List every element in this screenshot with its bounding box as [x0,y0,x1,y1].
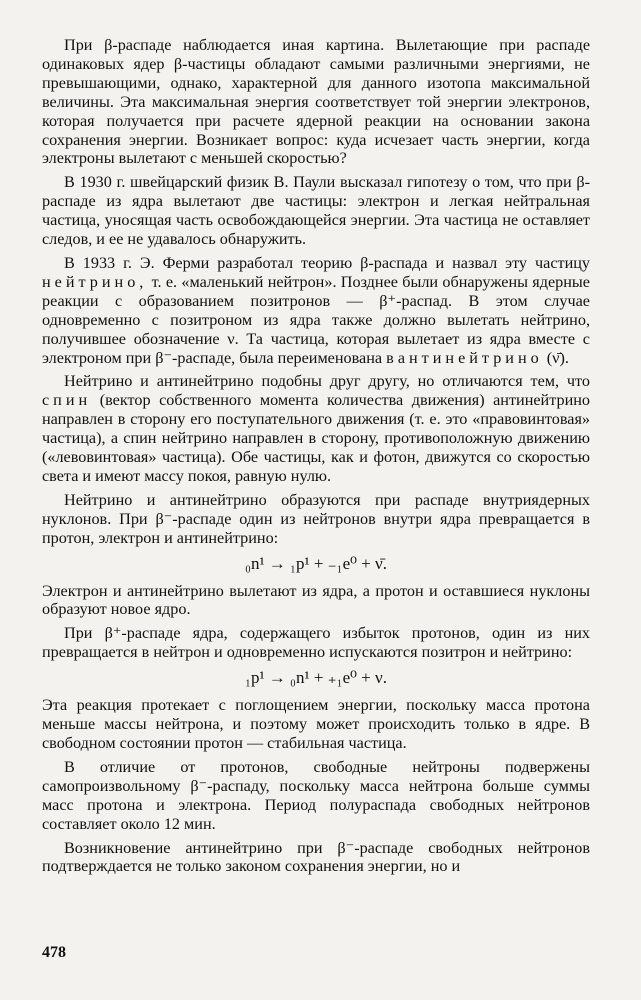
paragraph-5: Нейтрино и антинейтрино образуются при распаде внутриядерных нуклонов. При β⁻-распаде один из нейтронов внутри ядра превращается в протон, электрон и антинейтрино: [42,490,590,547]
paragraph-3 [42,254,590,367]
paragraph-10: Возникновение антинейтрино при β⁻-распаде свободных нейтронов подтверждается не только законом сохранения энергии, но и [42,838,590,876]
paragraph-6: Электрон и антинейтрино вылетают из ядра, а протон и оставшиеся нуклоны образуют новое ядро. [42,581,590,619]
paragraph-4-text-b: (вектор собственного момента количества движения) антинейтрино направлен в сторону его поступательного движения (т. е. это «правовинтовая» частица), а спин нейтрино направлен в сторону, противоположную движению («левовинтовая» частица). Обе частицы, как и фотон, движутся со скоростью света и имеют массу покоя, равную нулю. [42,391,590,485]
paragraph-3-text-a: В 1933 г. Э. Ферми разработал теорию β-распада и назвал эту частицу [64,253,590,272]
term-neutrino: нейтрино, [42,272,148,291]
term-spin: спин [42,391,92,410]
paragraph-3-text-b: т. е. «маленький нейтрон». Позднее были обнаружены ядерные реакции с образованием позитронов — β⁺-распад. В этом случае одновременно с позитроном из ядра также должно вылетать нейтрино, получившее обозначение ν. Та частица, которая вылетает из ядра вместе с электроном при β⁻-распаде, была переименована в [42,272,590,367]
term-antineutrino: антинейтрино [397,348,543,367]
paragraph-1: При β-распаде наблюдается иная картина. Вылетающие при распаде одинаковых ядер β-частицы обладают самыми различными энергиями, не превышающими, однако, характерной для данного изотопа максимальной величины. Эта максимальная энергия соответствует той энергии электронов, которая получается при расчете ядерной реакции на основании закона сохранения энергии. Возникает вопрос: куда исчезает часть энергии, когда электроны вылетают с меньшей скоростью? [42,36,590,168]
paragraph-3-text-c: (ν̄). [546,348,569,367]
page-number: 478 [42,944,66,961]
equation-beta-plus: ₁p¹ → ₀n¹ + ₊₁e⁰ + ν. [245,668,387,688]
paragraph-7: При β⁺-распаде ядра, содержащего избыток протонов, один из них превращается в нейтрон и одновременно испускаются позитрон и нейтрино: [42,624,590,662]
paragraph-4-text-a: Нейтрино и антинейтрино подобны друг другу, но отличаются тем, что [64,372,590,391]
page-body [42,36,590,881]
paragraph-8: Эта реакция протекает с поглощением энергии, поскольку масса протона меньше массы нейтрона, и поэтому может происходить только в ядре. В свободном состоянии протон — стабильная частица. [42,696,590,752]
equation-beta-minus: ₀n¹ → ₁p¹ + ₋₁e⁰ + ν̄. [245,553,387,573]
paragraph-4 [42,372,590,485]
paragraph-9: В отличие от протонов, свободные нейтроны подвержены самопроизвольному β⁻-распаду, поскольку масса нейтрона больше суммы масс протона и электрона. Период полураспада свободных нейтронов составляет около 12 мин. [42,757,590,833]
paragraph-2: В 1930 г. швейцарский физик В. Паули высказал гипотезу о том, что при β-распаде из ядра вылетают две частицы: электрон и легкая нейтральная частица, уносящая часть освобождающейся энергии. Эта частица не оставляет следов, и ее не удавалось обнаружить. [42,173,590,249]
